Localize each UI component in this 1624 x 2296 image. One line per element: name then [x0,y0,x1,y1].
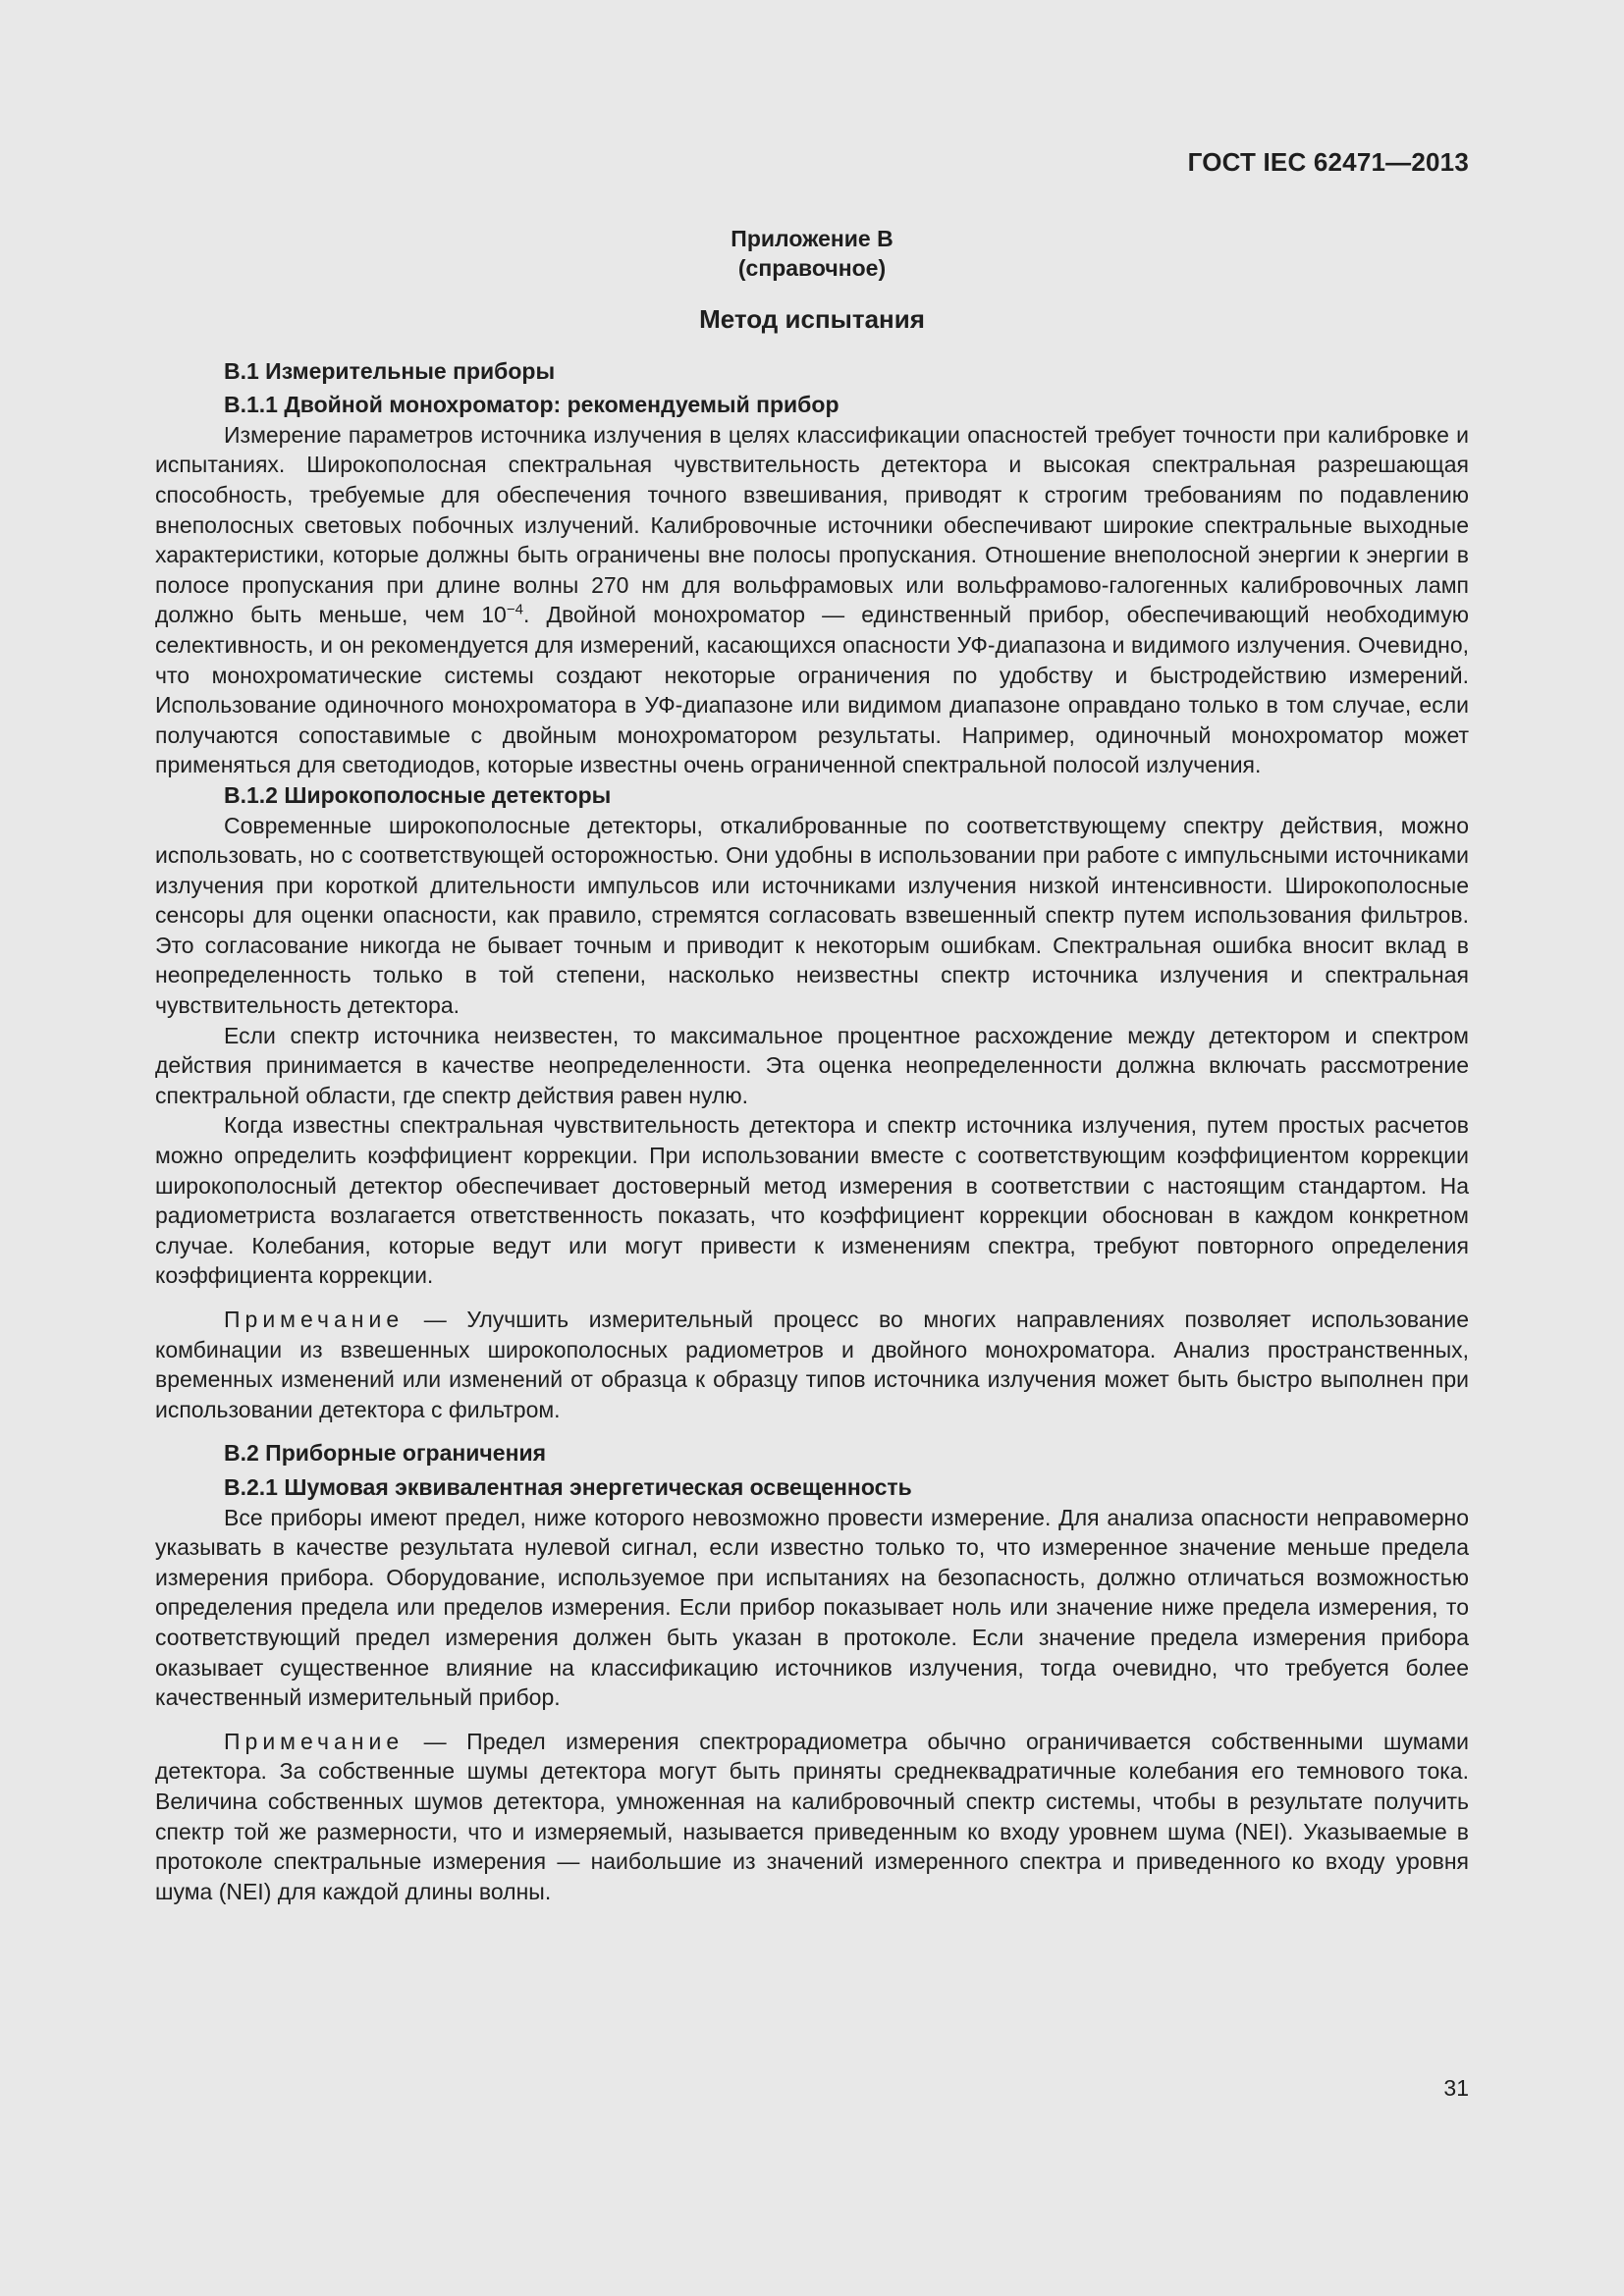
section-b12-note [155,1305,1469,1424]
section-b12-paragraph-3: Когда известны спектральная чувствительность детектора и спектр источника излучения, путем простых расчетов можно определить коэффициент коррекции. При использовании вместе с соответствующим коэффициентом коррекции широкополосный детектор обеспечивает достоверный метод измерения в соответствии с настоящим стандартом. На радиометриста возлагается ответственность показать, что коэффициент коррекции обоснован в каждом конкретном случае. Колебания, которые ведут или могут привести к изменениям спектра, требуют повторного определения коэффициента коррекции. [155,1112,1469,1289]
section-b11-heading: B.1.1 Двойной монохроматор: рекомендуемый прибор [224,392,839,418]
annex-title: Приложение B [731,226,893,251]
section-b2-heading: B.2 Приборные ограничения [224,1440,547,1467]
exponent: −4 [506,601,523,618]
section-b11-paragraph [155,420,1469,780]
section-b12-paragraph-2: Если спектр источника неизвестен, то максимальное процентное расхождение между детектором и спектром действия принимается в качестве неопределенности. Эта оценка неопределенности должна включать рассмотрение спектральной области, где спектр действия равен нулю. [155,1022,1469,1108]
section-b21-heading: B.2.1 Шумовая эквивалентная энергетическая освещенность [224,1473,912,1500]
section-b21-note [155,1727,1469,1907]
section-b12-paragraph-1: Современные широкополосные детекторы, откалиброванные по соответствующему спектру действия, можно использовать, но с соответствующей осторожностью. Они удобны в использовании при работе с импульсными источниками излучения при короткой длительности импульсов или источниками излучения низкой интенсивности. Широкополосные сенсоры для оценки опасности, как правило, стремятся согласовать взвешенный спектр путем использования фильтров. Это согласование никогда не бывает точным и приводит к некоторым ошибкам. Спектральная ошибка вносит вклад в неопределенность только в той степени, насколько неизвестны спектр источника излучения и спектральная чувствительность детектора. [155,812,1469,1019]
note-label: Примечание [224,1728,405,1754]
note-text: — Предел измерения спектрорадиометра обычно ограничивается собственными шумами детектора. За собственные шумы детектора могут быть приняты среднеквадратичные колебания его темнового тока. Величина собственных шумов детектора, умноженная на калибровочный спектр системы, чтобы в результате получить спектр той же размерности, что и измеряемый, называется приведенным ко входу уровнем шума (NEI). Указываемые в протоколе спектральные измерения — наибольшие из значений измеренного спектра и приведенного ко входу уровня шума (NEI) для каждой длины волны. [155,1728,1469,1904]
section-b1-heading: B.1 Измерительные приборы [224,357,556,384]
annex-kind: (справочное) [737,255,887,281]
note-text: — Улучшить измерительный процесс во многих направлениях позволяет использование комбинации из взвешенных широкополосных радиометров и двойного монохроматора. Анализ пространственных, временных изменений или изменений от образца к образцу типов источника излучения может быть быстро выполнен при использовании детектора с фильтром. [155,1307,1469,1422]
section-b21-paragraph: Все приборы имеют предел, ниже которого невозможно провести измерение. Для анализа опасности неправомерно указывать в качестве результата нулевой сигнал, если известно только то, что измеренное значение меньше предела измерения прибора. Оборудование, используемое при испытаниях на безопасность, должно отличаться возможностью определения предела или пределов измерения. Если прибор показывает ноль или значение ниже предела измерения, то соответствующий предел измерения должен быть указан в протоколе. Если значение предела измерения прибора оказывает существенное влияние на классификацию источников излучения, тогда очевидно, что требуется более качественный измерительный прибор. [155,1504,1469,1711]
page-content [155,224,1469,1920]
section-b12-heading: B.1.2 Широкополосные детекторы [224,781,612,808]
section-b11-text-b: . Двойной монохроматор — единственный прибор, обеспечивающий необходимую селективность, и он рекомендуется для измерений, касающихся опасности УФ-диапазона и видимого излучения. Очевидно, что монохроматические системы создают некоторые ограничения по удобству и быстродействию измерений. Использование одиночного монохроматора в УФ-диапазоне или видимом диапазоне оправдано только в том случае, если получаются сопоставимые с двойным монохроматором результаты. Например, одиночный монохроматор может применяться для светодиодов, которые известны очень ограниченной спектральной полосой излучения. [155,602,1469,778]
annex-name: Метод испытания [699,304,925,334]
page-number: 31 [1443,2075,1469,2101]
document-code: ГОСТ IEC 62471—2013 [1187,147,1469,177]
section-b11-text-a: Измерение параметров источника излучения в целях классификации опасностей требует точности при калибровке и испытаниях. Широкополосная спектральная чувствительность детектора и высокая спектральная разрешающая способность, требуемые для обеспечения точного взвешивания, приводят к строгим требованиям по подавлению внеполосных световых побочных излучений. Калибровочные источники обеспечивают широкие спектральные выходные характеристики, которые должны быть ограничены вне полосы пропускания. Отношение внеполосной энергии к энергии в полосе пропускания при длине волны 270 нм для вольфрамовых или вольфрамово-галогенных калибровочных ламп должно быть меньше, чем 10 [155,421,1469,628]
note-label: Примечание [224,1307,405,1332]
